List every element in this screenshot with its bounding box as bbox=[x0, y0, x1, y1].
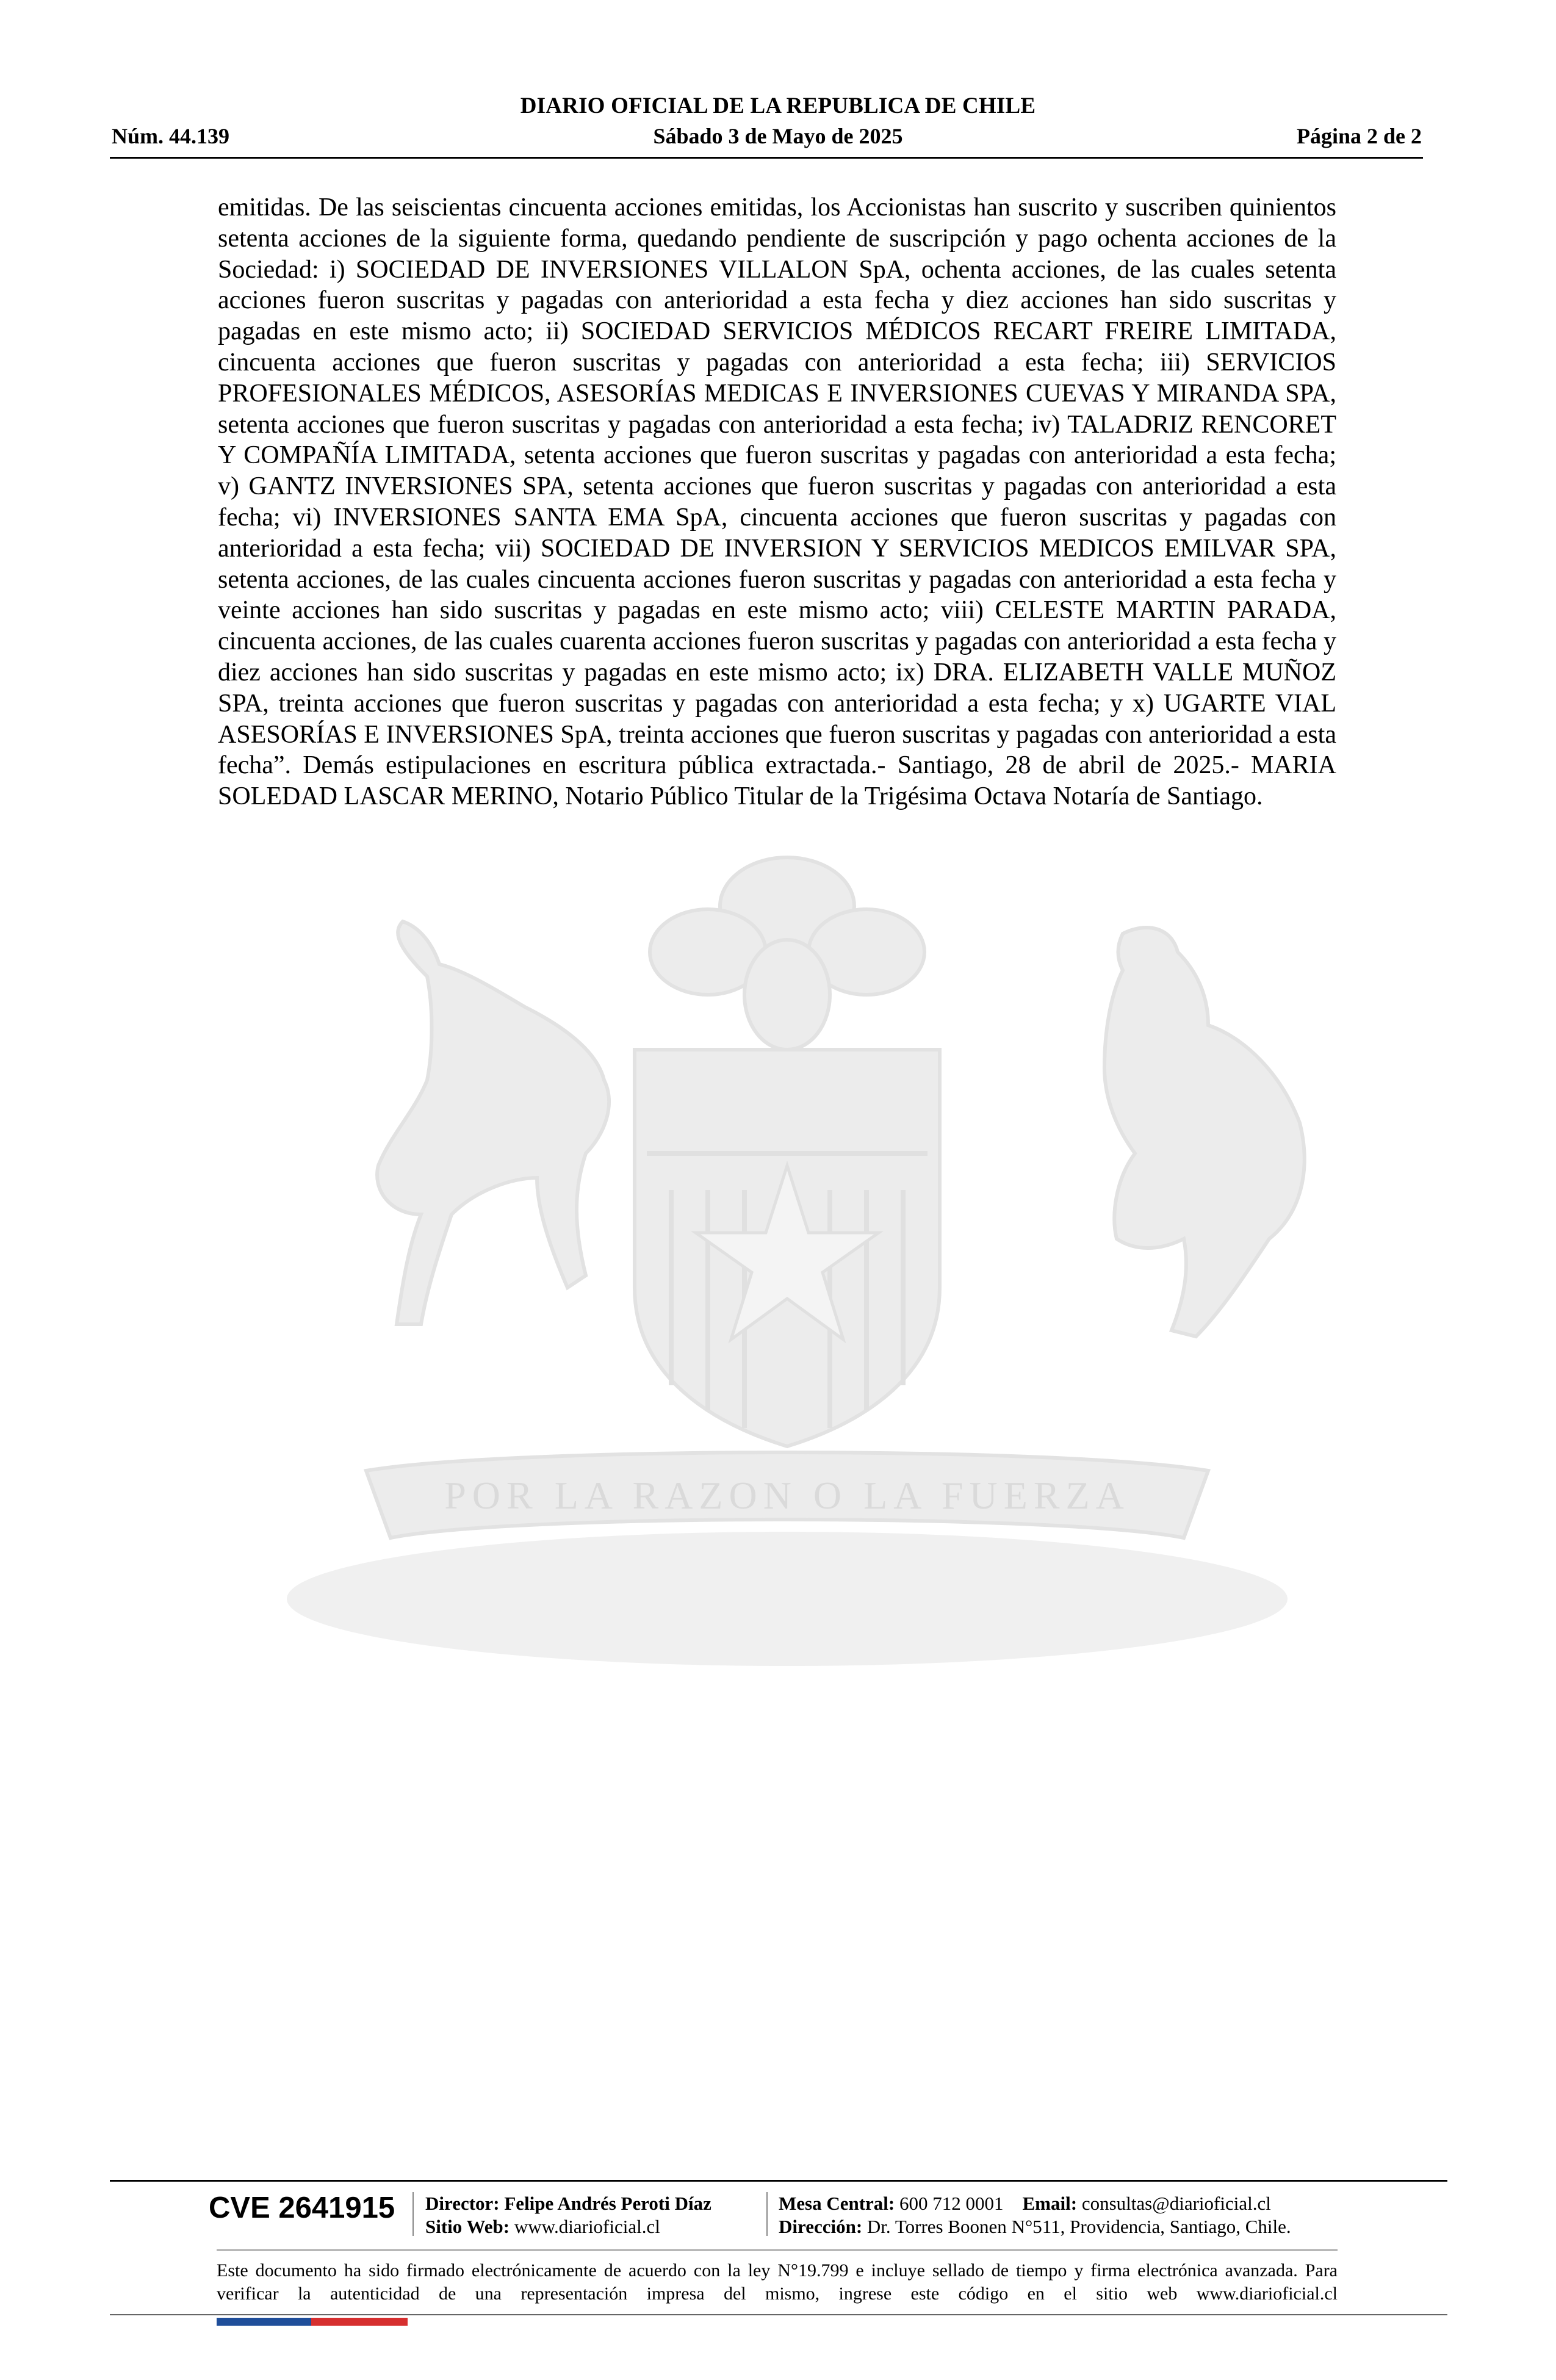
address-label: Dirección: bbox=[779, 2216, 863, 2237]
mesa-label: Mesa Central: bbox=[779, 2193, 895, 2214]
website-label: Sitio Web: bbox=[425, 2216, 510, 2237]
issue-date: Sábado 3 de Mayo de 2025 bbox=[653, 124, 903, 148]
director-name: Felipe Andrés Peroti Díaz bbox=[504, 2193, 711, 2214]
coat-of-arms-watermark bbox=[207, 848, 1367, 1690]
footer-contact-block bbox=[779, 2192, 1291, 2238]
flag-stripe-blue bbox=[217, 2318, 311, 2326]
footer-divider-bottom bbox=[110, 2314, 1447, 2315]
director-label: Director: bbox=[425, 2193, 500, 2214]
header-divider bbox=[110, 157, 1423, 159]
footer-separator bbox=[412, 2192, 414, 2236]
footer-director-block bbox=[425, 2192, 711, 2238]
address-value: Dr. Torres Boonen N°511, Providencia, Santiago, Chile. bbox=[866, 2216, 1291, 2237]
email-label: Email: bbox=[1022, 2193, 1078, 2214]
footer-divider-mid bbox=[217, 2249, 1338, 2251]
signature-notice: Este documento ha sido firmado electrónicamente de acuerdo con la ley N°19.799 e incluye sellado de tiempo y firma electrónica avanzada. Para verificar la autenticidad de una representación impresa del mismo, ingrese este código en el sitio web www.diarioficial.cl bbox=[217, 2260, 1338, 2304]
plume-stem-icon bbox=[744, 940, 830, 1050]
footer-divider-top bbox=[110, 2180, 1447, 2182]
condor-icon bbox=[1104, 928, 1305, 1336]
mesa-phone: 600 712 0001 bbox=[899, 2193, 1004, 2214]
footer-separator bbox=[766, 2192, 768, 2236]
flag-stripe-red bbox=[311, 2318, 408, 2326]
motto-text: POR LA RAZON O LA FUERZA bbox=[444, 1474, 1130, 1517]
newspaper-title: DIARIO OFICIAL DE LA REPUBLICA DE CHILE bbox=[520, 93, 1036, 118]
website-link[interactable]: www.diarioficial.cl bbox=[514, 2216, 660, 2237]
huemul-icon bbox=[377, 921, 609, 1324]
issue-number: Núm. 44.139 bbox=[112, 124, 230, 148]
email-link[interactable]: consultas@diarioficial.cl bbox=[1081, 2193, 1271, 2214]
document-body: emitidas. De las seiscientas cincuenta acciones emitidas, los Accionistas han suscrito y suscriben quinientos setenta acciones de la siguiente forma, quedando pendiente de suscripción y pago ochenta acciones de la Sociedad: i) SOCIEDAD DE INVERSIONES VILLALON SpA, ochenta acciones, de las cuales setenta acciones fueron suscritas y pagadas con anterioridad a esta fecha y diez acciones han sido suscritas y pagadas en este mismo acto; ii) SOCIEDAD SERVICIOS MÉDICOS RECART FREIRE LIMITADA, cincuenta acciones que fueron suscritas y pagadas con anterioridad a esta fecha; iii) SERVICIOS PROFESIONALES MÉDICOS, ASESORÍAS MEDICAS E INVERSIONES CUEVAS Y MIRANDA SPA, setenta acciones que fueron suscritas y pagadas con anterioridad a esta fecha; iv) TALADRIZ RENCORET Y COMPAÑÍA LIMITADA, setenta acciones que fueron suscritas y pagadas con anterioridad a esta fecha; v) GANTZ INVERSIONES SPA, setenta acciones que fueron suscritas y pagadas con anterioridad a esta fecha; vi) INVERSIONES SANTA EMA SpA, cincuenta acciones que fueron suscritas y pagadas con anterioridad a esta fecha; vii) SOCIEDAD DE INVERSION Y SERVICIOS MEDICOS EMILVAR SPA, setenta acciones, de las cuales cincuenta acciones fueron suscritas y pagadas con anterioridad a esta fecha y veinte acciones han sido suscritas y pagadas en este mismo acto; viii) CELESTE MARTIN PARADA, cincuenta acciones, de las cuales cuarenta acciones fueron suscritas y pagadas con anterioridad a esta fecha y diez acciones han sido suscritas y pagadas en este mismo acto; ix) DRA. ELIZABETH VALLE MUÑOZ SPA, treinta acciones que fueron suscritas y pagadas con anterioridad a esta fecha; y x) UGARTE VIAL ASESORÍAS E INVERSIONES SpA, treinta acciones que fueron suscritas y pagadas con anterioridad a esta fecha”. Demás estipulaciones en escritura pública extractada.- Santiago, 28 de abril de 2025.- MARIA SOLEDAD LASCAR MERINO, Notario Público Titular de la Trigésima Octava Notaría de Santiago. bbox=[218, 193, 1336, 811]
cve-code: CVE 2641915 bbox=[209, 2191, 395, 2224]
page-indicator: Página 2 de 2 bbox=[1296, 124, 1422, 148]
base-icon bbox=[287, 1532, 1288, 1666]
